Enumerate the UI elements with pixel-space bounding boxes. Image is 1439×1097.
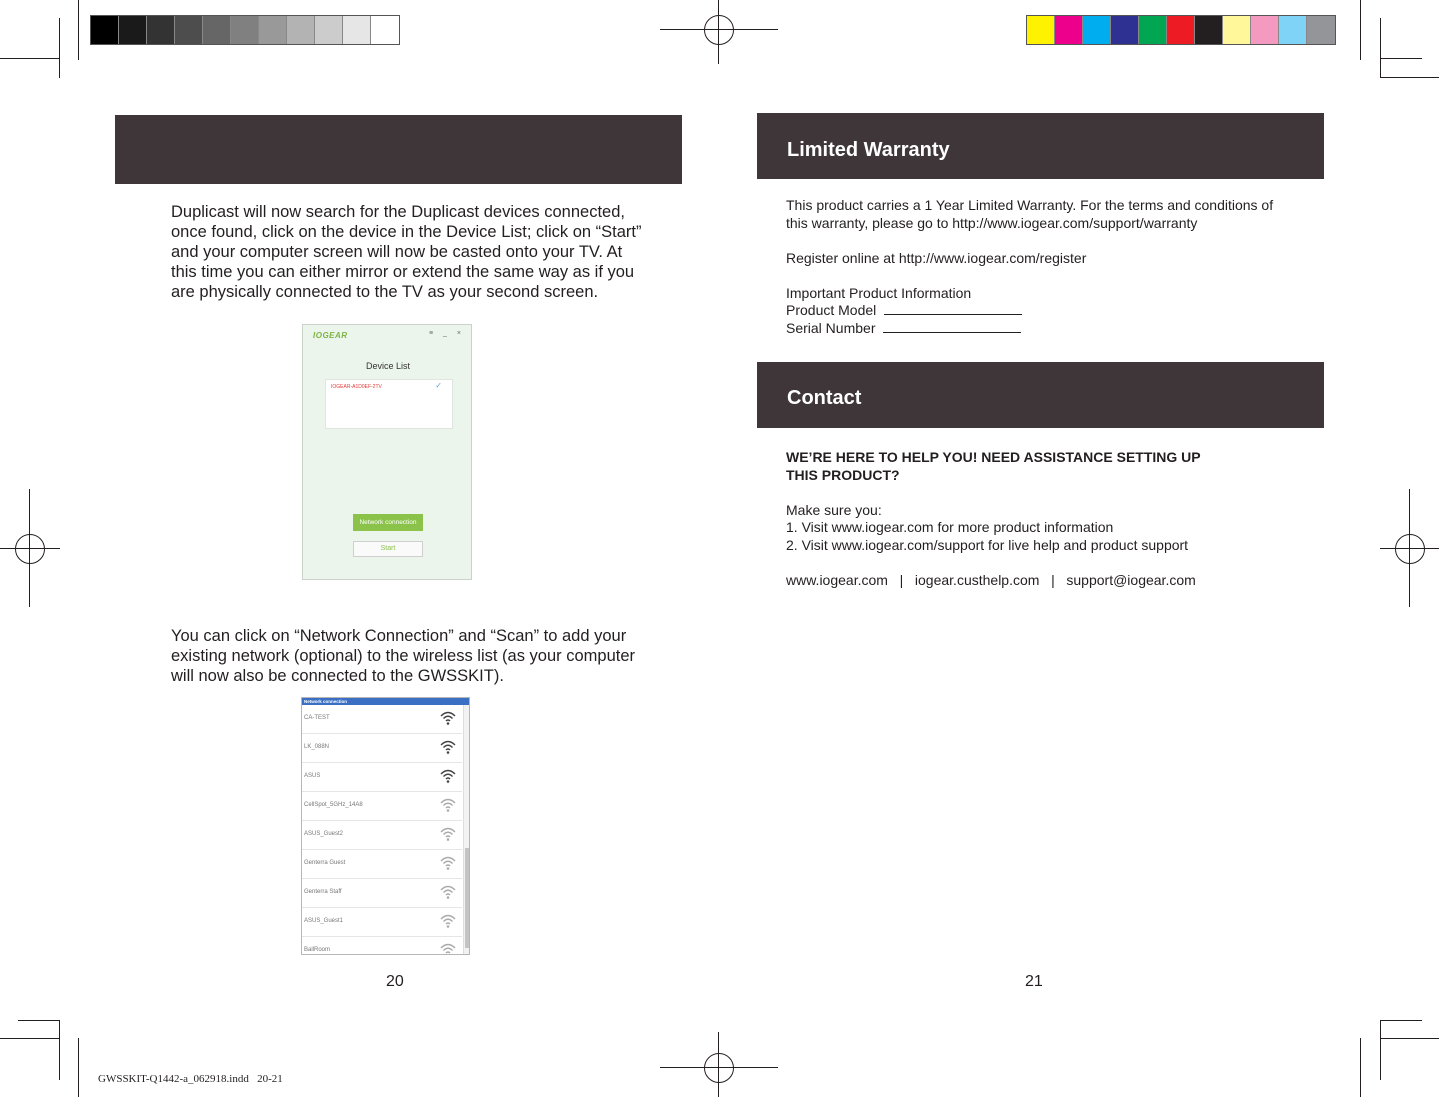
network-name: Genterra Guest <box>304 860 346 866</box>
wifi-signal-icon <box>439 883 457 901</box>
text-line: this warranty, please go to http://www.iogear.com/support/warranty <box>786 214 1198 231</box>
text-line: are physically connected to the TV as your second screen. <box>171 283 599 301</box>
network-connection-button[interactable]: Network connection <box>353 514 423 531</box>
gray-swatch <box>231 16 259 44</box>
wifi-signal-icon <box>439 767 457 785</box>
network-list-item[interactable] <box>302 763 462 792</box>
gray-swatch <box>371 16 399 44</box>
text-line: You can click on “Network Connection” and “Scan” to add your <box>171 627 627 645</box>
warranty-text <box>786 197 1316 337</box>
network-name: CA-TEST <box>304 715 330 721</box>
color-swatch <box>1139 16 1167 44</box>
device-name: IOGEAR-A1D0EF-2TV <box>331 384 382 390</box>
gray-swatch <box>119 16 147 44</box>
network-window-title: Network connection <box>302 698 470 705</box>
network-list-item[interactable] <box>302 850 462 879</box>
text-line: once found, click on the device in the Device List; click on “Start” <box>171 223 642 241</box>
network-name: LK_088N <box>304 744 330 750</box>
page-number-right: 21 <box>1025 973 1043 990</box>
text-line: will now also be connected to the GWSSKIT). <box>171 667 504 685</box>
wifi-signal-icon <box>439 854 457 872</box>
scrollbar-thumb[interactable] <box>465 848 469 948</box>
color-swatch <box>1111 16 1139 44</box>
network-paragraph <box>171 626 671 686</box>
color-swatch <box>1251 16 1279 44</box>
wifi-signal-icon <box>439 912 457 930</box>
product-model-blank <box>884 302 1022 315</box>
network-name: Genterra Staff <box>304 889 342 895</box>
network-name: ASUS_Guest1 <box>304 918 344 924</box>
device-list-title: Device List <box>365 361 410 371</box>
iogear-logo: IOGEAR <box>313 331 348 340</box>
text-line: Duplicast will now search for the Duplicast devices connected, <box>171 203 625 221</box>
check-icon: ✓ <box>435 381 442 390</box>
contact-title: Contact <box>787 387 862 409</box>
device-list-window <box>302 324 472 580</box>
contact-text <box>786 449 1316 589</box>
network-list-item[interactable] <box>302 705 462 734</box>
step-1: 1. Visit www.iogear.com for more product information <box>786 519 1114 535</box>
network-list-item[interactable] <box>302 908 462 937</box>
gray-swatch <box>259 16 287 44</box>
network-name: CellSpot_5GHz_14A8 <box>304 802 363 808</box>
scrollbar[interactable] <box>463 705 470 955</box>
intro-paragraph <box>171 202 671 302</box>
gray-swatch <box>287 16 315 44</box>
color-swatch <box>1223 16 1251 44</box>
product-model-label: Product Model <box>786 302 877 318</box>
gray-swatch <box>175 16 203 44</box>
gray-swatch <box>343 16 371 44</box>
wifi-signal-icon <box>439 709 457 727</box>
color-swatch <box>1083 16 1111 44</box>
network-list-item[interactable] <box>302 937 462 955</box>
text-line: this time you can either mirror or extend the same way as if you <box>171 263 635 281</box>
wifi-signal-icon <box>439 738 457 756</box>
color-swatch <box>1167 16 1195 44</box>
network-name: ASUS <box>304 773 321 779</box>
gray-swatch <box>147 16 175 44</box>
window-controls[interactable]: ≡ _ × <box>429 330 465 337</box>
gray-swatch <box>203 16 231 44</box>
color-swatch <box>1055 16 1083 44</box>
device-list <box>325 379 453 429</box>
serial-number-blank <box>883 320 1021 333</box>
grayscale-color-bar <box>90 15 400 45</box>
color-swatch <box>1307 16 1335 44</box>
make-sure-line: Make sure you: <box>786 501 882 518</box>
network-list-item[interactable] <box>302 792 462 821</box>
network-connection-window <box>301 697 470 955</box>
network-list-item[interactable] <box>302 821 462 850</box>
network-list-item[interactable] <box>302 734 462 763</box>
text-line: This product carries a 1 Year Limited Warranty. For the terms and conditions of <box>786 197 1274 213</box>
gray-swatch <box>91 16 119 44</box>
register-line: Register online at http://www.iogear.com/register <box>786 249 1087 266</box>
step-2: 2. Visit www.iogear.com/support for live help and product support <box>786 536 1189 553</box>
process-color-bar <box>1026 15 1336 45</box>
page-number-left: 20 <box>386 973 404 990</box>
color-swatch <box>1027 16 1055 44</box>
wifi-signal-icon <box>439 825 457 843</box>
network-name: ASUS_Guest2 <box>304 831 344 837</box>
contact-links[interactable]: www.iogear.com | iogear.custhelp.com | support@iogear.com <box>786 571 1196 588</box>
file-slug: GWSSKIT-Q1442-a_062918.indd 20-21 <box>98 1073 283 1085</box>
network-name: BallRoom <box>304 947 331 953</box>
start-button[interactable]: Start <box>353 541 423 557</box>
color-swatch <box>1195 16 1223 44</box>
network-list-item[interactable] <box>302 879 462 908</box>
warranty-title: Limited Warranty <box>787 139 950 161</box>
color-swatch <box>1279 16 1307 44</box>
wifi-signal-icon <box>439 941 457 955</box>
wifi-signal-icon <box>439 796 457 814</box>
serial-number-label: Serial Number <box>786 319 876 336</box>
product-model-row <box>786 302 1316 320</box>
contact-heading-line: WE’RE HERE TO HELP YOU! NEED ASSISTANCE SETTING UP <box>786 449 1201 465</box>
gray-swatch <box>315 16 343 44</box>
serial-number-row <box>786 320 1316 338</box>
text-line: and your computer screen will now be casted onto your TV. At <box>171 243 623 261</box>
contact-heading-line: THIS PRODUCT? <box>786 466 900 483</box>
text-line: existing network (optional) to the wireless list (as your computer <box>171 647 636 665</box>
info-heading: Important Product Information <box>786 284 972 301</box>
left-header-band <box>115 115 682 184</box>
